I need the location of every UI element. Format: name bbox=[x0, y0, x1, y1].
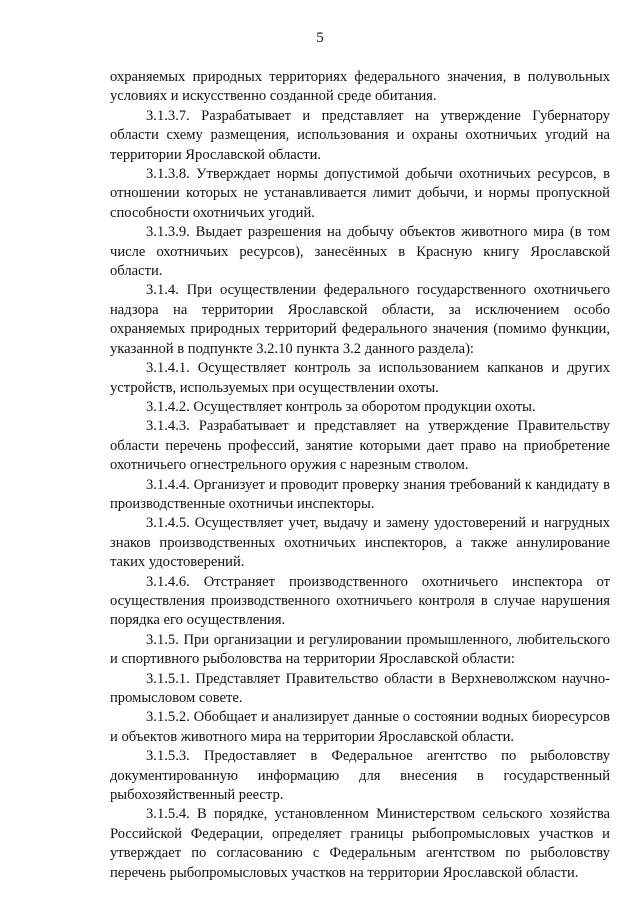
paragraph: 3.1.4.1. Осуществляет контроль за использованием капканов и других устройств, используемых при осуществлении охоты. bbox=[110, 360, 610, 396]
paragraph: 3.1.4.6. Отстраняет производственного охотничьего инспектора от осуществления производственного охотничьего контроля в случае нарушения порядка его осуществления. bbox=[110, 573, 610, 629]
paragraph: 3.1.5.4. В порядке, установленном Министерством сельского хозяйства Российской Федерации, определяет границы рыбопромысловых участков и утверждает по согласованию с Федеральным агентством по рыболовству перечень рыбопромысловых участков на территории Ярославской области. bbox=[110, 806, 610, 881]
paragraph: охраняемых природных территориях федерального значения, в полувольных условиях и искусственно созданной среде обитания. bbox=[110, 69, 610, 105]
paragraph: 3.1.3.7. Разрабатывает и представляет на утверждение Губернатору области схему размещения, использования и охраны охотничьих угодий на территории Ярославской области. bbox=[110, 107, 610, 163]
paragraph: 3.1.5.2. Обобщает и анализирует данные о состоянии водных биоресурсов и объектов животного мира на территории Ярославской области. bbox=[110, 709, 610, 745]
page-number: 5 bbox=[316, 30, 324, 46]
paragraph: 3.1.3.8. Утверждает нормы допустимой добычи охотничьих ресурсов, в отношении которых не устанавливается лимит добычи, и нормы пропускной способности охотничьих угодий. bbox=[110, 166, 610, 221]
paragraph: 3.1.5.1. Представляет Правительство области в Верхневолжском научно-промысловом совете. bbox=[110, 670, 610, 706]
paragraph: 3.1.5.3. Предоставляет в Федеральное агентство по рыболовству документированную информацию для внесения в государственный рыбохозяйственный реестр. bbox=[110, 748, 610, 804]
paragraph: 3.1.5. При организации и регулировании промышленного, любительского и спортивного рыболовства на территории Ярославской области: bbox=[110, 631, 610, 668]
paragraph: 3.1.4.5. Осуществляет учет, выдачу и замену удостоверений и нагрудных знаков производственных охотничьих инспекторов, а также аннулирование таких удостоверений. bbox=[110, 515, 610, 571]
paragraph: 3.1.4.2. Осуществляет контроль за оборотом продукции охоты. bbox=[146, 398, 536, 415]
paragraph: 3.1.4.4. Организует и проводит проверку знания требований к кандидату в производственные охотничьи инспекторы. bbox=[110, 476, 610, 512]
paragraph: 3.1.4. При осуществлении федерального государственного охотничьего надзора на территории Ярославской области, за исключением особо охраняемых природных территорий федерального значения (помимо функции, указанной в подпункте 3.2.10 пункта 3.2 данного раздела): bbox=[110, 282, 610, 357]
paragraph: 3.1.4.3. Разрабатывает и представляет на утверждение Правительству области перечень профессий, занятие которыми дает право на приобретение охотничьего огнестрельного оружия с нарезным стволом. bbox=[110, 418, 610, 474]
document-body bbox=[110, 68, 610, 883]
paragraph: 3.1.3.9. Выдает разрешения на добычу объектов животного мира (в том числе охотничьих ресурсов), занесённых в Красную книгу Ярославской области. bbox=[110, 224, 610, 280]
